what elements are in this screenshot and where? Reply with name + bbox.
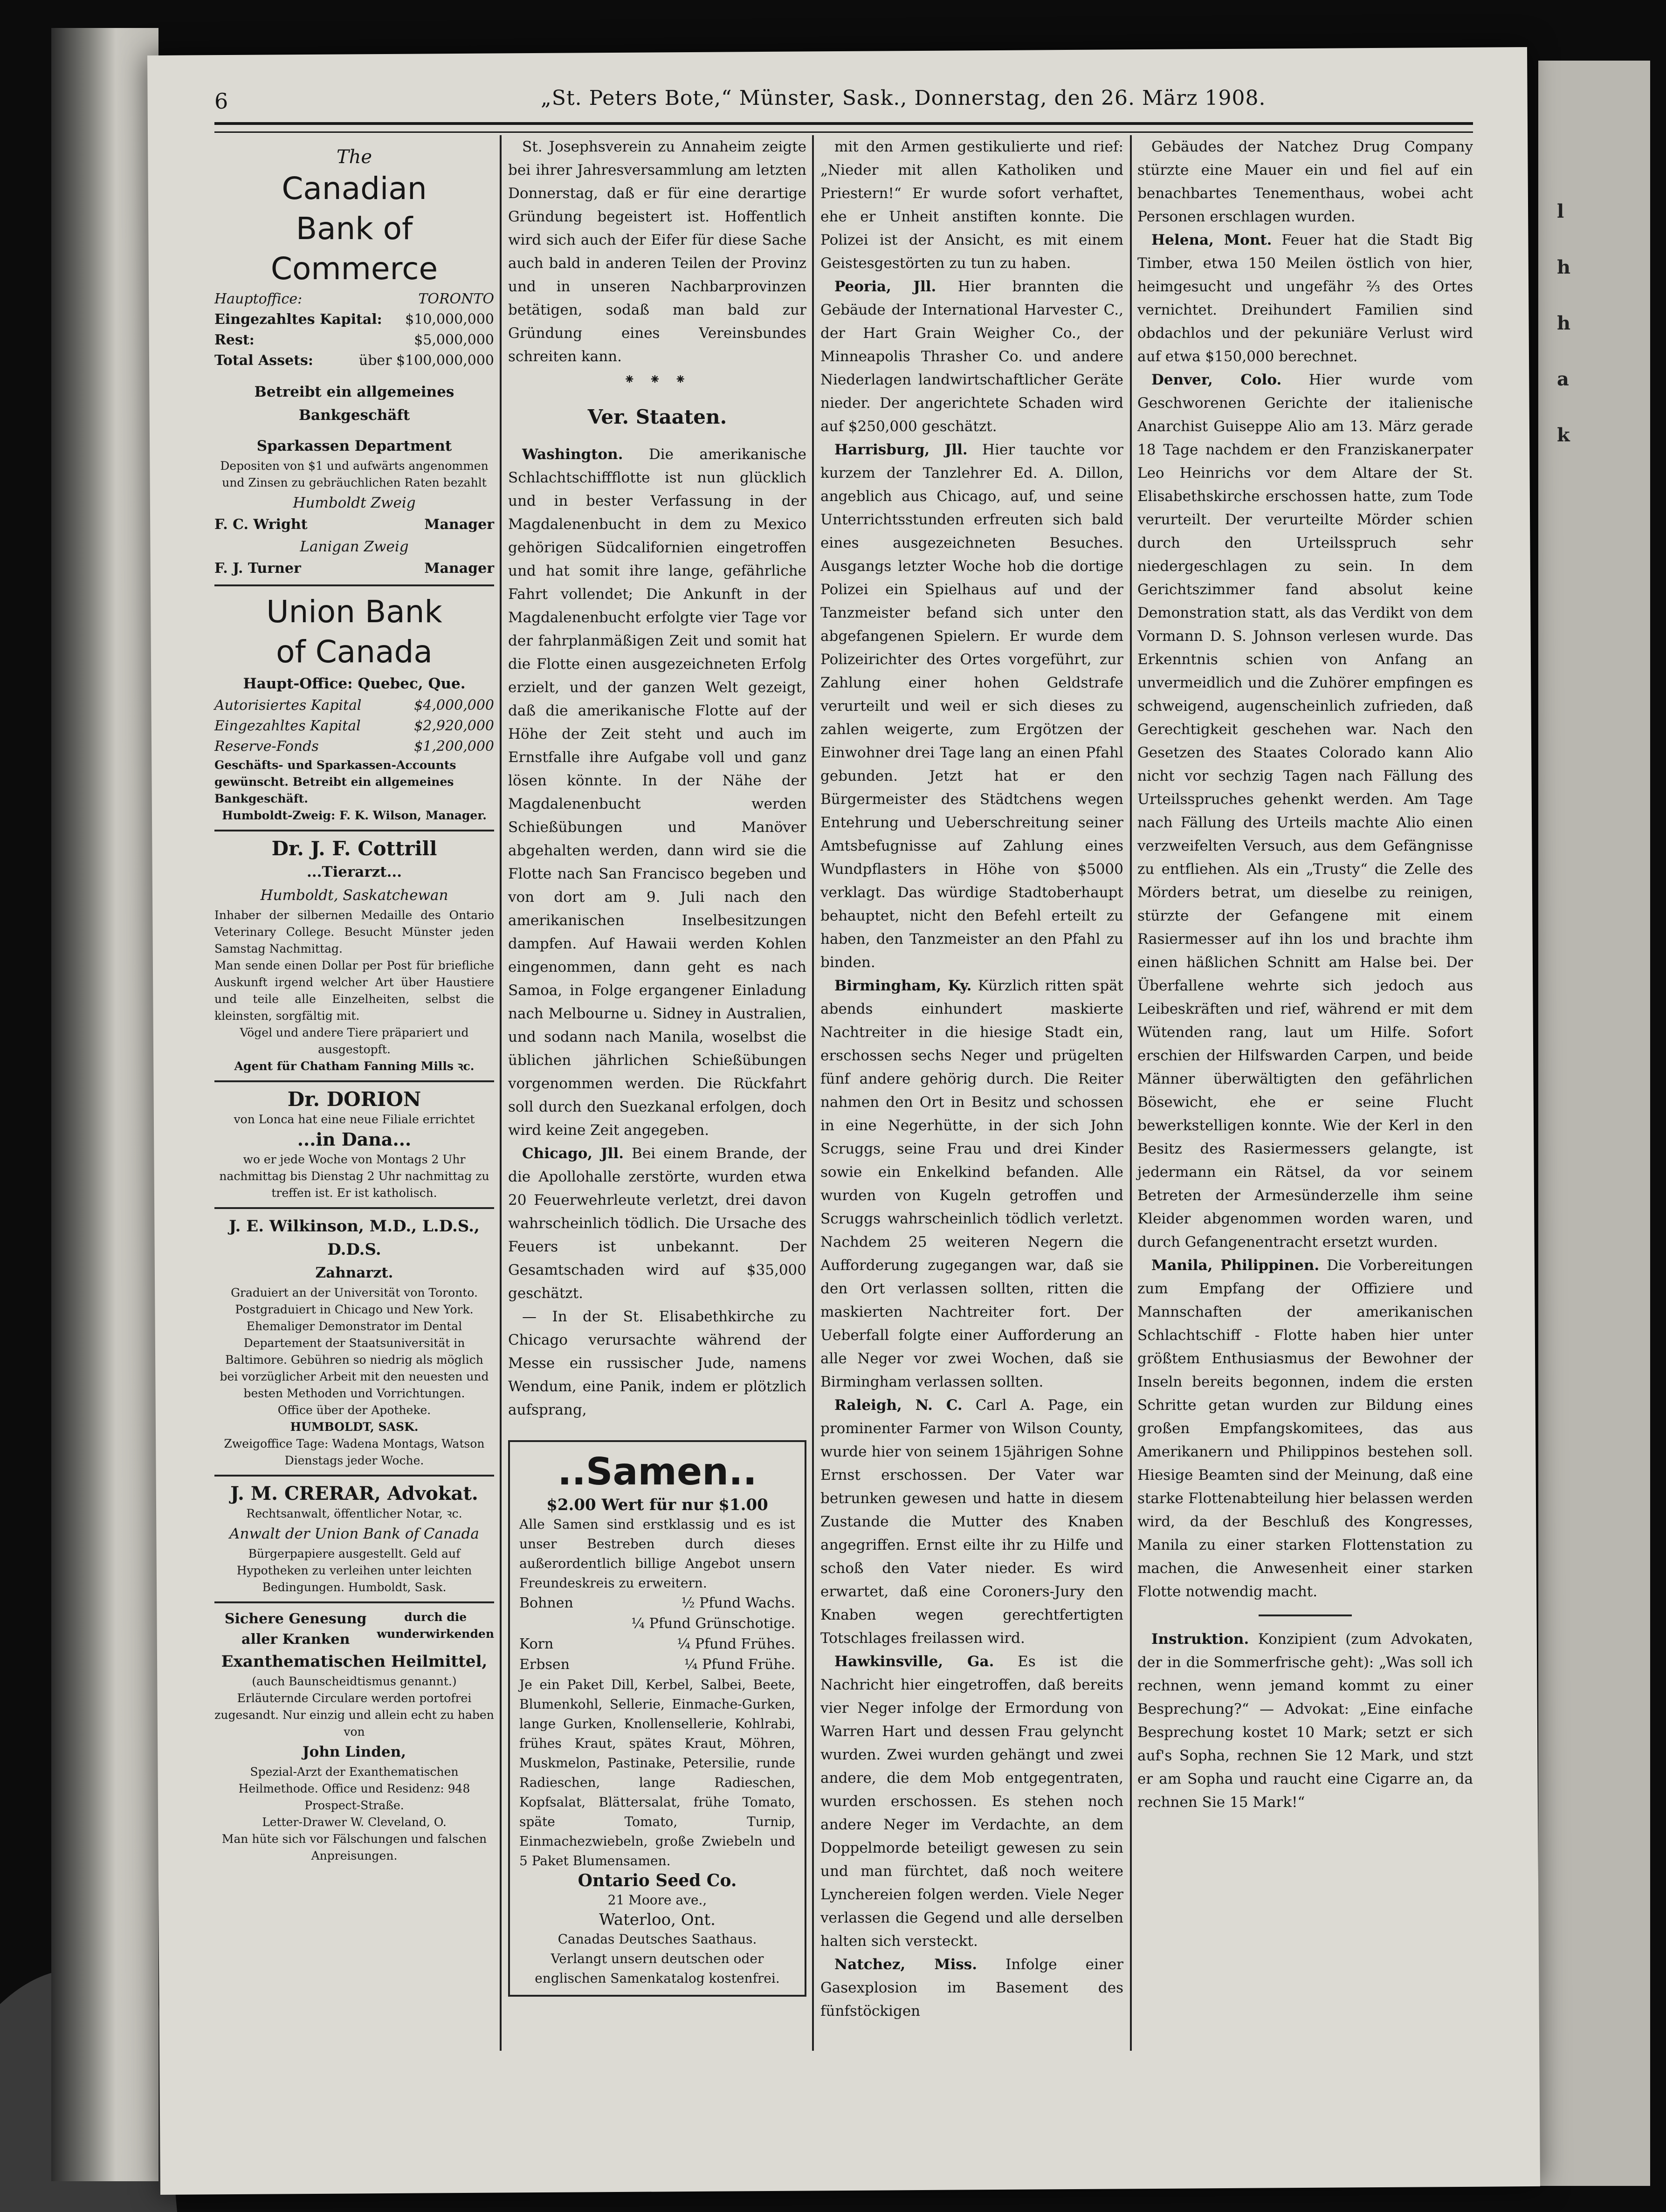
adjacent-fragment: h xyxy=(1557,312,1571,334)
cbc-manager2-title: Manager xyxy=(424,560,494,577)
article-natchez xyxy=(820,1953,1123,2023)
dorion-place: ...in Dana... xyxy=(297,1129,412,1150)
samen-intro: Alle Samen sind erstklassig und es ist unser Bestreben durch dieses außerordentlich billige Angebot unsern Freundeskreis zu erweitern. xyxy=(519,1517,795,1591)
article-chicago xyxy=(508,1142,806,1305)
cbc-business: Betreibt ein allgemeines Bankgeschäft xyxy=(254,384,454,424)
dateline: Chicago, Jll. xyxy=(522,1145,624,1162)
short-rule xyxy=(1259,1614,1352,1616)
union-line2: of Canada xyxy=(276,634,433,670)
cottrill-name: Dr. J. F. Cottrill xyxy=(271,837,437,860)
dateline: Manila, Philippinen. xyxy=(1151,1257,1320,1274)
samen-city: Waterloo, Ont. xyxy=(599,1910,716,1929)
dateline: Washington. xyxy=(522,446,623,463)
article-paragraph: mit den Armen gestikulierte und rief: „Nieder mit allen Katholiken und Priestern!“ Er wurde sofort verhaftet, ehe er Unheit anstiften konnte. Die Polizei ist der Ansicht, es mit einem Geistesgestörten zu tun zu haben. xyxy=(820,138,1123,272)
article-text: Bei einem Brande, der die Apollohalle zerstörte, wurden etwa 20 Feuerwehrleute verletzt, drei davon wahrscheinlich tödlich. Die Ursache des Feuers ist unbekannt. Der Gesamtschaden wird auf $35,000 geschätzt. xyxy=(508,1145,806,1302)
union-row-value: $2,920,000 xyxy=(414,718,494,734)
samen-item-qty: ¼ Pfund Frühe. xyxy=(684,1656,795,1673)
article-text: Es ist die Nachricht hier eingetroffen, daß bereits vier Neger infolge der Ermordung von Warren Hart und dessen Frau gelyncht wurden. Zwei wurden gehängt und zwei andere, die dem Mob entgegentraten, wurden erschossen. Es stehen noch andere Neger im Verdachte, an dem Doppelmorde beteiligt gewesen zu sein und man fürchtet, daß noch weitere Lynchereien folgen werden. Viele Neger verlassen die Gegend und alle derselben halten sich versteckt. xyxy=(820,1653,1123,1950)
dorion-ad xyxy=(214,1082,494,1209)
cottrill-text3: Vögel und andere Tiere präpariert und ausgestopft. xyxy=(240,1026,469,1056)
article-paragraph: Gebäudes der Natchez Drug Company stürzte eine Mauer ein und fiel auf ein benachbartes Tenementhaus, wobei acht Personen erschlagen wurden. xyxy=(1137,138,1473,225)
crerar-ad xyxy=(214,1477,494,1603)
article-elisabeth: — In der St. Elisabethkirche zu Chicago verursachte während der Messe ein russischer Jude, namens Wendum, eine Panik, indem er plötzlich aufsprang, xyxy=(508,1308,806,1418)
samen-item-name: Korn xyxy=(519,1636,554,1652)
page-number: 6 xyxy=(214,89,228,114)
union-row-label: Reserve-Fonds xyxy=(214,738,319,755)
union-text: Geschäfts- und Sparkassen-Accounts gewünscht. Betreibt ein allgemeines Bankgeschäft. xyxy=(214,758,456,805)
union-bank-ad xyxy=(214,586,494,831)
article-peoria xyxy=(820,275,1123,438)
linden-title1: Sichere Genesung aller Kranken xyxy=(224,1611,367,1648)
article-birmingham xyxy=(820,974,1123,1394)
column-rule xyxy=(500,135,502,2051)
adjacent-page-strip xyxy=(1538,61,1650,2186)
linden-title1-side: durch die wunderwirkenden xyxy=(377,1610,495,1641)
linden-text2: Spezial-Arzt der Exanthematischen Heilmethode. Office und Residenz: 948 Prospect-Straße. xyxy=(238,1765,470,1812)
article-manila xyxy=(1137,1254,1473,1603)
section-title: Ver. Staaten. xyxy=(587,405,727,428)
dateline: Peoria, Jll. xyxy=(834,278,936,295)
article-text: Infolge einer Gasexplosion im Basement des fünfstöckigen xyxy=(820,1956,1123,2020)
masthead: „St. Peters Bote,“ Münster, Sask., Donnerstag, den 26. März 1908. xyxy=(541,86,1266,110)
advertisements-column xyxy=(214,140,494,1870)
article-text: Hier tauchte vor kurzem der Tanzlehrer Ed. A. Dillon, angeblich aus Chicago, auf, und seine Unterrichtsstunden erfreuten sich bald eines ausgezeichneten Besuches. Ausgangs letzter Woche hob die dortige Polizei ein Spielhaus auf und der Tanzmeister befand sich unter den abgefangenen Spielern. Er wurde dem Polizeirichter des Ortes vorgeführt, zur Zahlung einer hohen Geldstrafe verurteilt und weil er sich dieses zu zahlen weigerte, zum Ergötzen der Einwohner drei Tage lang an einen Pfahl gebunden. Jetzt hat er den Bürgermeister des Städtchens wegen Entehrung und Ueberschreitung seiner Amtsbefugnisse auf Zahlung eines Wundpflasters in Höhe von $5000 verklagt. Das würdige Stadtoberhaupt behauptet, nicht den Befehl erteilt zu haben, den Tanzmeister an den Pfahl zu binden. xyxy=(820,441,1123,971)
column-rule xyxy=(812,135,814,2051)
cbc-name-line1: Canadian xyxy=(282,171,427,206)
ornament-divider: ⁕ ⁕ ⁕ xyxy=(623,371,691,388)
news-column-4 xyxy=(1137,135,1473,1814)
article-text: Hier brannten die Gebäude der International Harvester C., der Hart Grain Weigher Co., der Minneapolis Thrasher Co. und andere Niederlagen landwirtschaftlicher Geräte nieder. Der angerichtete Schaden wird auf $250,000 geschätzt. xyxy=(820,278,1123,435)
samen-catalog: Verlangt unsern deutschen oder englischen Samenkatalog kostenfrei. xyxy=(535,1951,780,1986)
page-header xyxy=(214,79,1473,121)
adjacent-fragment: l xyxy=(1557,200,1564,222)
article-text: Die Vorbereitungen zum Empfang der Offiziere und Mannschaften der amerikanischen Schlachtschiff - Flotte haben hier unter größtem Enthusiasmus der Bewohner der Inseln bereits begonnen, indem die ersten Schritte getan wurden zur Bildung eines großen Empfangskomitees, das aus Amerikanern und Philippinos bestehen soll. Hiesige Beamten sind der Meinung, daß eine starke Flottenabteilung hier belassen werden wird, da der Beschluß des Kongresses, Manila zu einer starken Flottenstation zu machen, die Anwesenheit einer starken Flotte notwendig macht. xyxy=(1137,1257,1473,1600)
cottrill-text2: Man sende einen Dollar per Post für briefliche Auskunft irgend welcher Art über Haustiere und teile alle Einzelheiten, selbst die kleinsten, sorgfältig mit. xyxy=(214,959,494,1023)
union-manager: Humboldt-Zweig: F. K. Wilson, Manager. xyxy=(222,809,487,822)
samen-item-qty: ½ Pfund Wachs. xyxy=(681,1595,795,1611)
dateline: Raleigh, N. C. xyxy=(834,1397,963,1414)
cbc-manager2-name: F. J. Turner xyxy=(214,560,301,577)
cbc-name-line2: Bank of Commerce xyxy=(270,211,438,287)
crerar-text1: Rechtsanwalt, öffentlicher Notar, ꝛc. xyxy=(246,1507,462,1520)
cottrill-ad xyxy=(214,831,494,1082)
header-rule xyxy=(214,122,1473,133)
adjacent-fragment: a xyxy=(1557,368,1569,390)
crerar-text3: Bürgerpapiere ausgestellt. Geld auf Hypotheken zu verleihen unter leichten Bedingungen. Humboldt, Sask. xyxy=(236,1547,472,1594)
article-paragraph: St. Josephsverein zu Annaheim zeigte bei ihrer Jahresversammlung am letzten Donnerstag, daß er für eine derartige Gründung begeistert ist. Hoffentlich wird sich auch der Eifer für diese Sache auch bald in anderen Teilen der Provinz und in unseren Nachbarprovinzen betätigen, sodaß man bald zur Gründung eines Vereinsbundes schreiten kann. xyxy=(508,138,806,365)
cbc-ad xyxy=(214,140,494,586)
article-harrisburg xyxy=(820,438,1123,974)
samen-company: Ontario Seed Co. xyxy=(578,1871,737,1890)
dateline: Natchez, Miss. xyxy=(834,1956,978,1973)
cbc-savings-text: Depositen von $1 und aufwärts angenommen und Zinsen zu gebräuchlichen Raten bezahlt xyxy=(220,459,489,489)
wilkinson-city: HUMBOLDT, SASK. xyxy=(290,1420,419,1434)
wilkinson-ad xyxy=(214,1209,494,1477)
cbc-the: The xyxy=(336,146,372,168)
samen-item-name: Bohnen xyxy=(519,1595,573,1611)
cbc-branch2: Lanigan Zweig xyxy=(300,538,409,555)
union-row-value: $4,000,000 xyxy=(414,697,494,714)
crerar-text2: Anwalt der Union Bank of Canada xyxy=(229,1525,479,1542)
adjacent-fragment: k xyxy=(1557,424,1570,446)
article-text: Kürzlich ritten spät abends einhundert maskierte Nachtreiter in die hiesige Stadt ein, erschossen sechs Neger und prügelten fünf andere gehörig durch. Die Reiter nahmen den Ort in Besitz und schossen in eine Negerhütte, in der sich John Scruggs, seine Frau und drei Kinder sowie ein Enkelkind befanden. Alle wurden von Kugeln getroffen und Scruggs wahrscheinlich tödlich verletzt. Nachdem 25 weiteren Negern die Aufforderung zugegangen war, daß sie den Ort verlassen sollten, ritten die maskierten Nachtreiter fort. Der Ueberfall folgte einer Aufforderung an alle Neger vor zwei Wochen, daß sie Birmingham verlassen sollten. xyxy=(820,977,1123,1390)
article-text: Die amerikanische Schlachtschiffflotte ist nun glücklich und in bester Verfassung in der Magdalenenbucht in dem zu Mexico gehörigen Südcalifornien eingetroffen und hat somit ihre lange, gefährliche Fahrt vollendet; Die Ankunft in der Magdalenenbucht erfolgte vier Tage vor der fahrplanmäßigen Zeit und somit hat die Flotte einen ausgezeichneten Erfolg erzielt, und der ganzen Welt gezeigt, daß die amerikanische Flotte auf der Höhe der Zeit steht und auch im Ernstfalle ihre Aufgabe voll und ganz lösen könnte. In der Nähe der Magdalenenbucht werden Schießübungen und Manöver abgehalten werden, dann wird sie die Flotte nach San Francisco begeben und von dort am 9. Juli nach den amerikanischen Inselbesitzungen dampfen. Auf Hawaii werden Kohlen eingenommen, dann geht es nach Samoa, in Folge ergangener Einladung nach Melbourne u. Sidney in Australien, und sodann nach Manila, woselbst die üblichen jährlichen Schießübungen vorgenommen werden. Die Rückfahrt soll durch den Suezkanal erfolgen, doch wird keine Zeit angegeben. xyxy=(508,446,806,1139)
union-line1: Union Bank xyxy=(266,594,442,630)
union-hq: Haupt-Office: Quebec, Que. xyxy=(243,675,466,692)
dateline: Hawkinsville, Ga. xyxy=(834,1653,994,1670)
article-hawkinsville xyxy=(820,1650,1123,1953)
linden-text3: Letter-Drawer W. Cleveland, O. xyxy=(262,1815,447,1829)
samen-list: Je ein Paket Dill, Kerbel, Salbei, Beete, Blumenkohl, Sellerie, Einmache-Gurken, lange Gurken, Knollensellerie, Kohlrabi, frühes Kraut, spätes Kraut, Möhren, Muskmelon, Pastinake, Petersilie, runde Radieschen, lange Radieschen, Kopfsalat, Blättersalat, frühe Tomato, späte Tomato, Turnip, Einmachezwiebeln, große Zwiebeln und 5 Paket Blumensamen. xyxy=(519,1677,795,1869)
article-helena xyxy=(1137,228,1473,368)
cbc-branch1: Humboldt Zweig xyxy=(293,495,416,511)
article-washington xyxy=(508,443,806,1142)
article-text: Hier wurde vom Geschworenen Gerichte der italienische Anarchist Guiseppe Alio am 13. März gerade 18 Tage nachdem er den Franziskanerpater Leo Heinrichs vor dem Altare der St. Elisabethskirche erschossen hatte, zum Tode verurteilt. Der verurteilte Mörder schien durch den Urteilsspruch sehr niedergeschlagen zu sein. In dem Gerichtszimmer fand absolut keine Demonstration statt, als das Verdikt von dem Vormann D. S. Johnson verlesen wurde. Das Erkenntnis schien von Anfang an unvermeidlich und die Zuhörer empfingen es schweigend, augenscheinlich zufrieden, daß Gerechtigkeit geschehen war. Nach den Gesetzen des Staates Colorado kann Alio nicht vor sechzig Tagen nach Fällung des Urteilsspruches gehenkt werden. Am Tage nach Fällung des Urteils machte Alio einen verzweifelten Versuch, aus dem Gefängnisse zu entfliehen. Als ein „Trusty“ die Zelle des Mörders betrat, um dieselbe zu reinigen, stürzte der Gefangene mit einem Rasiermesser auf ihn los und brachte ihm einen häßlichen Schnitt am Halse bei. Der Überfallene wehrte sich jedoch aus Leibeskräften und rief, während er mit dem Wütenden rang, laut um Hilfe. Sofort erschien der Hilfswarden Carpen, und beide Männer überwältigten den gefährlichen Bösewicht, ehe er seine Flucht bewerkstelligen konnte. Wie der Kerl in den Besitz des Rasiermessers gelangte, ist jedermann ein Rätsel, da vor seinem Betreten der Armesünderzelle ihm seine Kleider abgenommen worden waren, und durch Gefangenentracht ersetzt wurden. xyxy=(1137,371,1473,1250)
dorion-name: Dr. DORION xyxy=(287,1088,421,1111)
crerar-name: J. M. CRERAR, Advokat. xyxy=(230,1483,478,1504)
wilkinson-title: Zahnarzt. xyxy=(315,1264,393,1281)
cbc-hq-label: Hauptoffice: xyxy=(214,291,303,307)
article-denver xyxy=(1137,368,1473,1254)
cottrill-title: ...Tierarzt... xyxy=(307,864,402,880)
column-rule xyxy=(1130,135,1132,2051)
dateline: Instruktion. xyxy=(1151,1631,1249,1648)
samen-tagline: Canadas Deutsches Saathaus. xyxy=(558,1931,757,1947)
cbc-capital-label: Eingezahltes Kapital: xyxy=(214,311,382,328)
cbc-manager1-name: F. C. Wright xyxy=(214,516,308,533)
dateline: Harrisburg, Jll. xyxy=(834,441,968,458)
linden-ad xyxy=(214,1603,494,1870)
union-row-label: Eingezahltes Kapital xyxy=(214,718,361,734)
dateline: Helena, Mont. xyxy=(1151,232,1272,248)
samen-item-name: Erbsen xyxy=(519,1656,570,1673)
linden-text1: (auch Baunscheidtismus genannt.) Erläuternde Circulare werden portofrei zugesandt. Nur einzig und allein echt zu haben von xyxy=(214,1675,494,1738)
article-text: Konzipient (zum Advokaten, der in die Sommerfrische geht): „Was soll ich rechnen, wenn jemand kommt zu einer Besprechung?“ — Advokat: „Eine einfache Besprechung kostet 10 Mark; setzt er sich auf's Sopha, rechnen Sie 12 Mark, und stzt er am Sopha und raucht eine Cigarre an, da rechnen Sie 15 Mark!“ xyxy=(1137,1631,1473,1811)
book-spine xyxy=(51,28,158,2181)
cbc-assets-value: über $100,000,000 xyxy=(358,352,494,369)
samen-offer: $2.00 Wert für nur $1.00 xyxy=(546,1496,768,1514)
wilkinson-branch: Zweigoffice Tage: Wadena Montags, Watson Dienstags jeder Woche. xyxy=(224,1437,485,1467)
linden-text4: Man hüte sich vor Fälschungen und falschen Anpreisungen. xyxy=(221,1832,487,1862)
samen-title: ..Samen.. xyxy=(558,1450,757,1493)
cbc-reserve-label: Rest: xyxy=(214,332,255,348)
cottrill-text1: Inhaber der silbernen Medaille des Ontario Veterinary College. Besucht Münster jeden Samstag Nachmittag. xyxy=(214,908,494,955)
dateline: Denver, Colo. xyxy=(1151,371,1282,388)
article-raleigh xyxy=(820,1394,1123,1650)
samen-address: 21 Moore ave., xyxy=(607,1892,707,1908)
news-column-3 xyxy=(820,135,1123,2023)
dorion-text2: wo er jede Woche von Montags 2 Uhr nachmittag bis Dienstag 2 Uhr nachmittag zu treffen ist. Er ist katholisch. xyxy=(219,1153,489,1200)
samen-ad xyxy=(508,1440,806,1997)
dateline: Birmingham, Ky. xyxy=(834,977,972,994)
samen-item-qty: ¼ Pfund Grünschotige. xyxy=(631,1615,795,1632)
cottrill-agent: Agent für Chatham Fanning Mills ꝛc. xyxy=(234,1059,475,1073)
news-column-2 xyxy=(508,135,806,1997)
article-text: Feuer hat die Stadt Big Timber, etwa 150 Meilen östlich von hier, heimgesucht und ungefähr ⅔ des Ortes vernichtet. Dreihundert Familien sind obdachlos und der pekuniäre Verlust wird auf etwa $150,000 berechnet. xyxy=(1137,232,1473,365)
adjacent-fragment: h xyxy=(1557,256,1571,278)
cottrill-city: Humboldt, Saskatchewan xyxy=(260,887,448,904)
cbc-capital-value: $10,000,000 xyxy=(405,311,494,328)
samen-item-qty: ¼ Pfund Frühes. xyxy=(677,1636,795,1652)
article-text: Carl A. Page, ein prominenter Farmer von Wilson County, wurde hier von seinem 15jährigen Sohne Ernst erschossen. Der Vater war betrunken gewesen und hatte in diesem Zustande die Mutter des Knaben angegriffen. Ernst eilte ihr zu Hilfe und schoß den Vater nieder. Es wird erwartet, daß eine Coroners-Jury den Knaben wegen gerechtfertigten Totschlages freilassen wird. xyxy=(820,1397,1123,1647)
wilkinson-name: J. E. Wilkinson, M.D., L.D.S., D.D.S. xyxy=(229,1217,480,1259)
cbc-reserve-value: $5,000,000 xyxy=(414,332,494,348)
linden-name: John Linden, xyxy=(302,1744,406,1760)
linden-title2: Exanthematischen Heilmittel, xyxy=(221,1652,488,1671)
cbc-hq-city: TORONTO xyxy=(418,291,494,307)
cbc-savings-title: Sparkassen Department xyxy=(256,438,452,454)
cbc-manager1-title: Manager xyxy=(424,516,494,533)
union-row-value: $1,200,000 xyxy=(414,738,494,755)
dorion-text1: von Lonca hat eine neue Filiale errichtet xyxy=(234,1113,475,1126)
cbc-assets-label: Total Assets: xyxy=(214,352,313,369)
wilkinson-text: Graduiert an der Universität von Toronto. Postgraduiert in Chicago und New York. Ehemaliger Demonstrator im Dental Departement der Staatsuniversität in Baltimore. Gebühren so niedrig als möglich bei vorzüglicher Arbeit mit den neuesten und besten Methoden und Vorrichtungen. xyxy=(220,1286,489,1400)
union-row-label: Autorisiertes Kapital xyxy=(214,697,362,714)
wilkinson-office: Office über der Apotheke. xyxy=(277,1403,431,1417)
article-instruktion xyxy=(1137,1628,1473,1814)
